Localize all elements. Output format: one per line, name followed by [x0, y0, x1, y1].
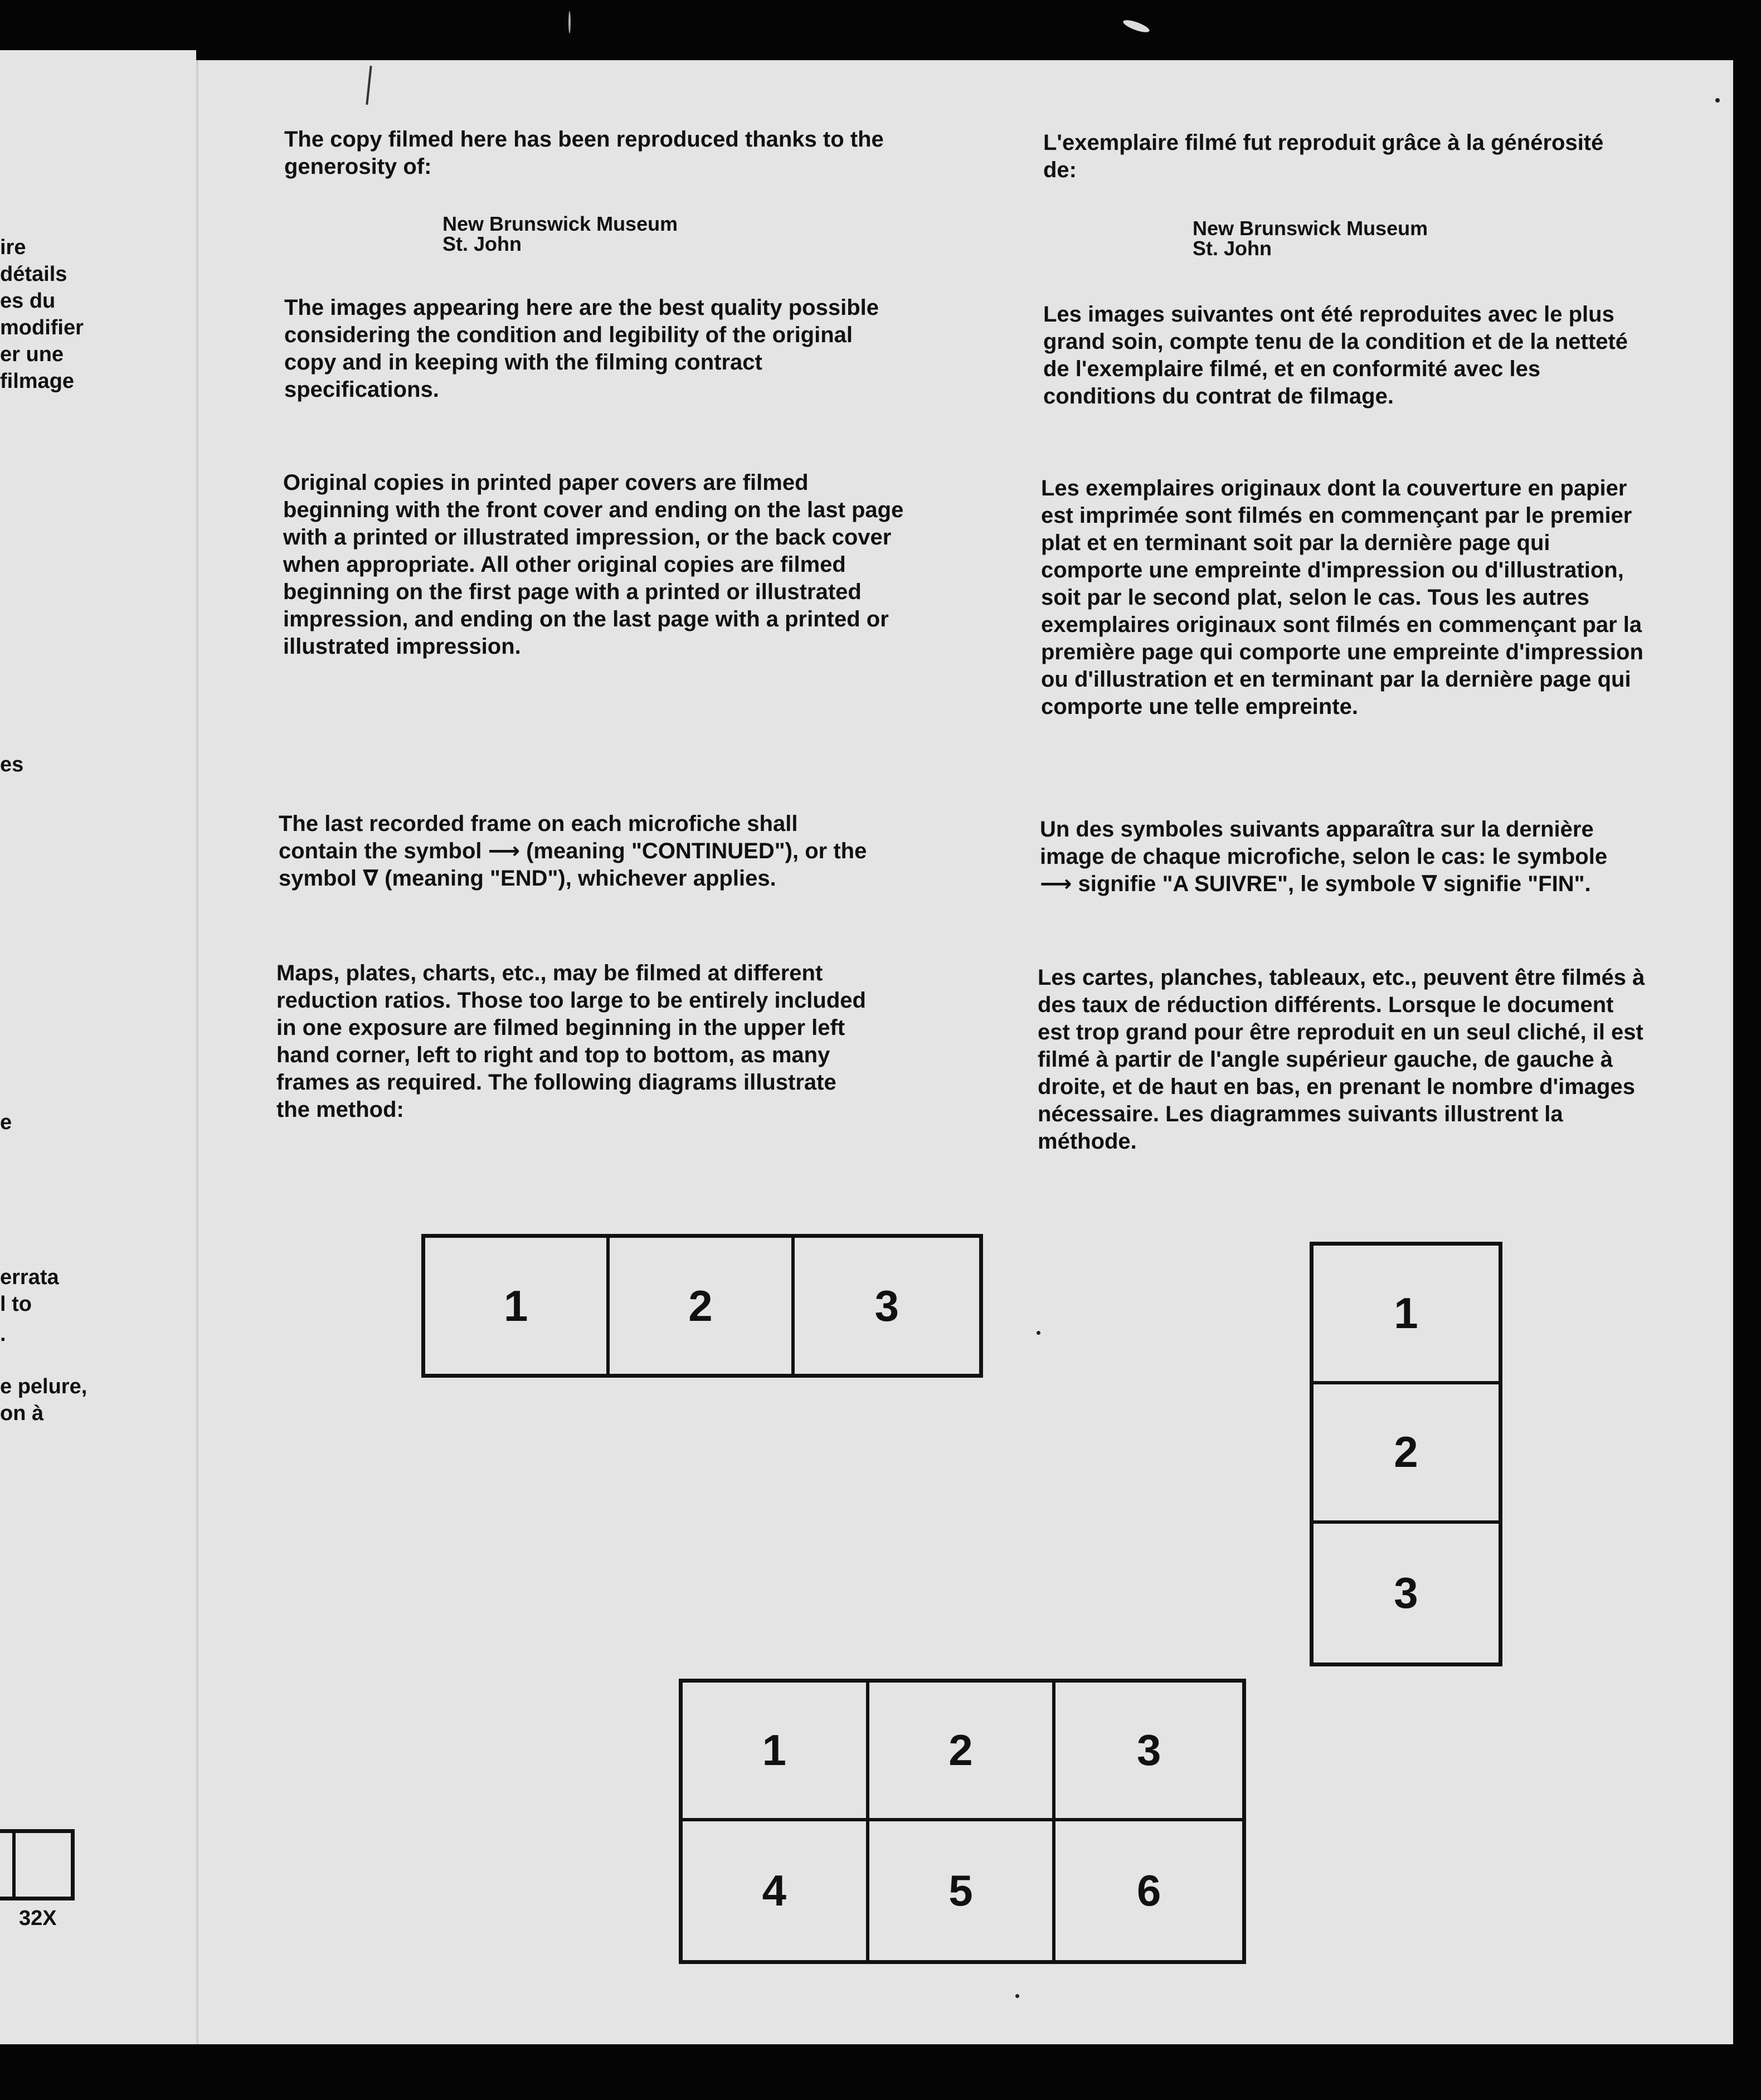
resolution-chart-fragment [0, 1829, 75, 1900]
english-symbols-paragraph: The last recorded frame on each microfiche shall contain the symbol ⟶ (meaning "CONTINUED"), or the symbol ∇ (meaning "END"), whichever applies. [279, 811, 867, 891]
frame-cell: 3 [1055, 1683, 1242, 1821]
frame-cell: 5 [869, 1821, 1056, 1960]
fragment-text: e [0, 1111, 12, 1134]
french-maps-paragraph: Les cartes, planches, tableaux, etc., peuvent être filmés à des taux de réduction différents. Lorsque le document est trop grand pour être reproduit en un seul cliché, il est filmé à partir de l'angle supérieur gauche, de gauche à droite, et de haut en bas, en prenant le nombre d'images nécessaire. Les diagrammes suivants illustrent la méthode. [1038, 965, 1645, 1154]
fragment-text: e pelure, [0, 1375, 87, 1398]
scan-artifact [568, 11, 571, 33]
english-institution-name: New Brunswick Museum [442, 212, 678, 235]
fragment-text: er une [0, 343, 64, 366]
frame-cell: 2 [869, 1683, 1056, 1821]
fragment-text: ire [0, 236, 26, 259]
fragment-text: détails [0, 262, 67, 286]
diagram-grid [679, 1679, 1246, 1964]
diagram-horizontal [421, 1234, 983, 1378]
reduction-ratio-label: 32X [19, 1907, 57, 1930]
english-credit-intro: The copy filmed here has been reproduced thanks to the generosity of: [284, 127, 884, 179]
english-covers-paragraph: Original copies in printed paper covers are filmed beginning with the front cover and ending on the last page with a printed or illustrated impression, or the back cover when appropriate. All other original copies are filmed beginning on the first page with a printed or illustrated impression, and ending on the last page with a printed or illustrated impression. [283, 470, 904, 659]
fragment-text: . [0, 1323, 6, 1346]
scan-artifact [1015, 1994, 1019, 1998]
fragment-text: es [0, 753, 24, 776]
frame-cell: 3 [1394, 1568, 1418, 1617]
french-quality-paragraph: Les images suivantes ont été reproduites avec le plus grand soin, compte tenu de la condition et de la netteté de l'exemplaire filmé, et en conformité avec les conditions du contrat de filmage. [1043, 302, 1628, 409]
frame-cell: 4 [683, 1821, 869, 1960]
scan-artifact [1715, 98, 1720, 103]
fragment-text: on à [0, 1402, 44, 1425]
frame-cell: 1 [1314, 1246, 1499, 1384]
fragment-text: l to [0, 1292, 32, 1316]
french-covers-paragraph: Les exemplaires originaux dont la couverture en papier est imprimée sont filmés en commençant par le premier plat et en terminant soit par la dernière page qui comporte une empreinte d'impression ou d'illustration, soit par le second plat, selon le cas. Tous les autres exemplaires originaux sont filmés en commençant par la première page qui comporte une empreinte d'impression ou d'illustration et en terminant par la dernière page qui comporte une telle empreinte. [1041, 476, 1643, 719]
frame-cell: 2 [610, 1238, 794, 1374]
frame-cell: 6 [1136, 1866, 1161, 1915]
fragment-text: errata [0, 1266, 59, 1289]
scan-artifact [1037, 1331, 1040, 1335]
french-credit-intro: L'exemplaire filmé fut reproduit grâce à la générosité de: [1043, 130, 1604, 182]
fragment-text: modifier [0, 316, 84, 339]
english-institution-city: St. John [442, 232, 522, 255]
frame-cell: 3 [874, 1281, 899, 1330]
frame-cell: 2 [1314, 1384, 1499, 1523]
french-institution-city: St. John [1193, 237, 1272, 260]
fragment-text: filmage [0, 370, 75, 393]
scan-artifact [1122, 18, 1151, 35]
frame-cell: 1 [683, 1683, 869, 1821]
french-symbols-paragraph: Un des symboles suivants apparaîtra sur la dernière image de chaque microfiche, selon le cas: le symbole ⟶ signifie "A SUIVRE", le symbole ∇ signifie "FIN". [1040, 817, 1608, 896]
english-quality-paragraph: The images appearing here are the best quality possible considering the condition and legibility of the original copy and in keeping with the filming contract specifications. [284, 295, 879, 402]
fragment-text: es du [0, 289, 56, 313]
french-institution-name: New Brunswick Museum [1193, 217, 1428, 240]
english-maps-paragraph: Maps, plates, charts, etc., may be filmed at different reduction ratios. Those too large to be entirely included in one exposure are filmed beginning in the upper left hand corner, left to right and top to bottom, as many frames as required. The following diagrams illustrate the method: [276, 961, 866, 1122]
diagram-vertical [1310, 1242, 1502, 1666]
frame-cell: 1 [425, 1238, 610, 1374]
